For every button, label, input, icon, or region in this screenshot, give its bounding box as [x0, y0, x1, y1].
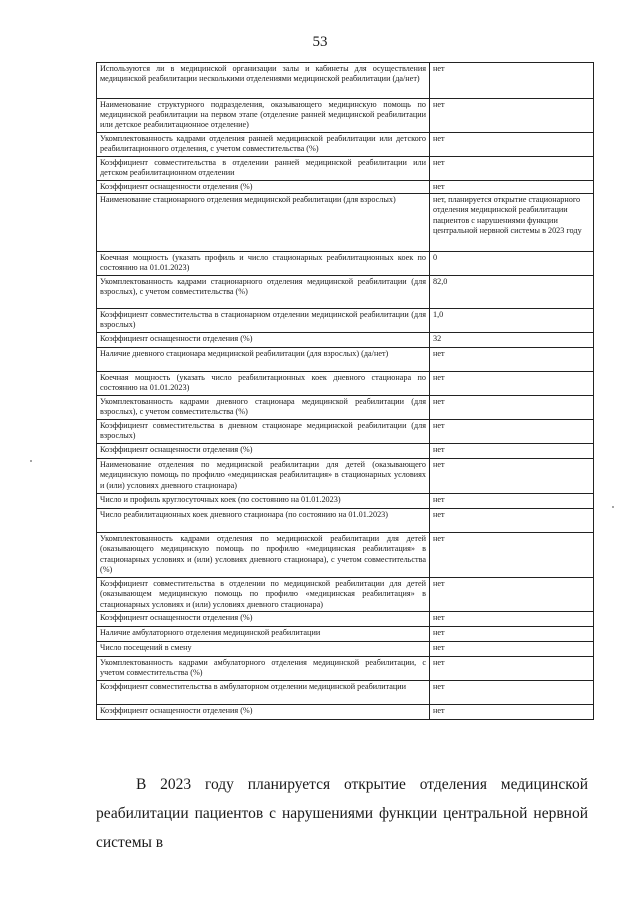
row-value: нет [430, 509, 594, 533]
table-row [97, 63, 594, 99]
table-row [97, 642, 594, 657]
row-label: Коэффициент совместительства в отделении по медицинской реабилитации для детей (оказывающем медицинскую помощь по профилю «медицинская реабилитация» в стационарных условиях и (или) условиях дневного стационара) [97, 578, 430, 612]
row-value: нет [430, 657, 594, 681]
row-value: 82,0 [430, 276, 594, 309]
row-value: нет [430, 396, 594, 420]
row-value: нет [430, 63, 594, 99]
row-label: Укомплектованность кадрами отделения по медицинской реабилитации для детей (оказывающего медицинскую помощь по профилю «медицинская реабилитация» в стационарных условиях и (или) условиях дневного стационара), с учетом совместительства (%) [97, 533, 430, 578]
row-label: Укомплектованность кадрами амбулаторного отделения медицинской реабилитации, с учетом совместительства (%) [97, 657, 430, 681]
row-label: Коэффициент совместительства в амбулаторном отделении медицинской реабилитации [97, 681, 430, 705]
scan-speck [612, 506, 614, 508]
table-row [97, 276, 594, 309]
table-row [97, 372, 594, 396]
row-label: Коэффициент оснащенности отделения (%) [97, 612, 430, 627]
row-value: нет [430, 99, 594, 133]
table-row [97, 420, 594, 444]
row-value: нет [430, 705, 594, 720]
row-label: Наличие дневного стационара медицинской реабилитации (для взрослых) (да/нет) [97, 348, 430, 372]
row-label: Укомплектованность кадрами стационарного отделения медицинской реабилитации (для взрослых), с учетом совместительства (%) [97, 276, 430, 309]
table-row [97, 612, 594, 627]
row-value: нет [430, 348, 594, 372]
row-value: нет [430, 578, 594, 612]
table-row [97, 348, 594, 372]
row-value: нет [430, 420, 594, 444]
rehabilitation-data-table [96, 62, 594, 720]
row-label: Наличие амбулаторного отделения медицинской реабилитации [97, 627, 430, 642]
row-label: Наименование структурного подразделения, оказывающего медицинскую помощь по медицинской реабилитации на первом этапе (отделение ранней медицинской реабилитации или детское реабилитационное отделение) [97, 99, 430, 133]
row-label: Коечная мощность (указать число реабилитационных коек дневного стационара по состоянию на 01.01.2023) [97, 372, 430, 396]
table-row [97, 657, 594, 681]
table-body [97, 63, 594, 720]
row-value: 32 [430, 333, 594, 348]
row-value: нет [430, 533, 594, 578]
scan-speck [30, 460, 32, 462]
table-row [97, 533, 594, 578]
table-row [97, 194, 594, 252]
row-label: Используются ли в медицинской организации залы и кабинеты для осуществления медицинской реабилитации несколькими отделениями медицинской реабилитации (да/нет) [97, 63, 430, 99]
row-value: нет [430, 612, 594, 627]
row-label: Коэффициент совместительства в стационарном отделении медицинской реабилитации (для взрослых) [97, 309, 430, 333]
table-row [97, 578, 594, 612]
row-value: нет [430, 372, 594, 396]
table-row [97, 157, 594, 181]
row-value: нет [430, 681, 594, 705]
table-row [97, 309, 594, 333]
row-label: Число реабилитационных коек дневного стационара (по состоянию на 01.01.2023) [97, 509, 430, 533]
row-label: Число посещений в смену [97, 642, 430, 657]
row-value: нет [430, 157, 594, 181]
table-row [97, 627, 594, 642]
row-label: Коэффициент оснащенности отделения (%) [97, 181, 430, 194]
table-row [97, 333, 594, 348]
row-label: Коэффициент оснащенности отделения (%) [97, 705, 430, 720]
row-label: Наименование стационарного отделения медицинской реабилитации (для взрослых) [97, 194, 430, 252]
row-value: нет [430, 494, 594, 509]
table-row [97, 396, 594, 420]
row-label: Коэффициент совместительства в отделении ранней медицинской реабилитации или детском реабилитационном отделении [97, 157, 430, 181]
row-value: нет [430, 133, 594, 157]
table-row [97, 494, 594, 509]
row-label: Коэффициент оснащенности отделения (%) [97, 333, 430, 348]
row-value: нет [430, 627, 594, 642]
row-label: Коечная мощность (указать профиль и число стационарных реабилитационных коек по состоянию на 01.01.2023) [97, 252, 430, 276]
table-row [97, 509, 594, 533]
table-row [97, 99, 594, 133]
row-value: нет [430, 444, 594, 459]
table-row [97, 681, 594, 705]
table-row [97, 181, 594, 194]
row-label: Наименование отделения по медицинской реабилитации для детей (оказывающего медицинскую помощь по профилю «медицинская реабилитация» в стационарных условиях и (или) условиях дневного стационара) [97, 459, 430, 494]
table-row [97, 252, 594, 276]
body-paragraph: В 2023 году планируется открытие отделения медицинской реабилитации пациентов с нарушениями функции центральной нервной системы в [96, 776, 588, 851]
row-label: Коэффициент совместительства в дневном стационаре медицинской реабилитации (для взрослых) [97, 420, 430, 444]
row-label: Коэффициент оснащенности отделения (%) [97, 444, 430, 459]
page-number: 53 [312, 34, 328, 50]
row-label: Число и профиль круглосуточных коек (по состоянию на 01.01.2023) [97, 494, 430, 509]
row-label: Укомплектованность кадрами дневного стационара медицинской реабилитации (для взрослых), с учетом совместительства (%) [97, 396, 430, 420]
row-value: нет [430, 459, 594, 494]
row-value: нет [430, 642, 594, 657]
table-row [97, 459, 594, 494]
row-value: нет [430, 181, 594, 194]
table-row [97, 133, 594, 157]
row-value: 1,0 [430, 309, 594, 333]
row-value: нет, планируется открытие стационарного отделения медицинской реабилитации пациентов с нарушениями функции центральной нервной системы в 2023 году [430, 194, 594, 252]
table-row [97, 444, 594, 459]
row-label: Укомплектованность кадрами отделения ранней медицинской реабилитации или детского реабилитационного отделения, с учетом совместительства (%) [97, 133, 430, 157]
table-row [97, 705, 594, 720]
row-value: 0 [430, 252, 594, 276]
